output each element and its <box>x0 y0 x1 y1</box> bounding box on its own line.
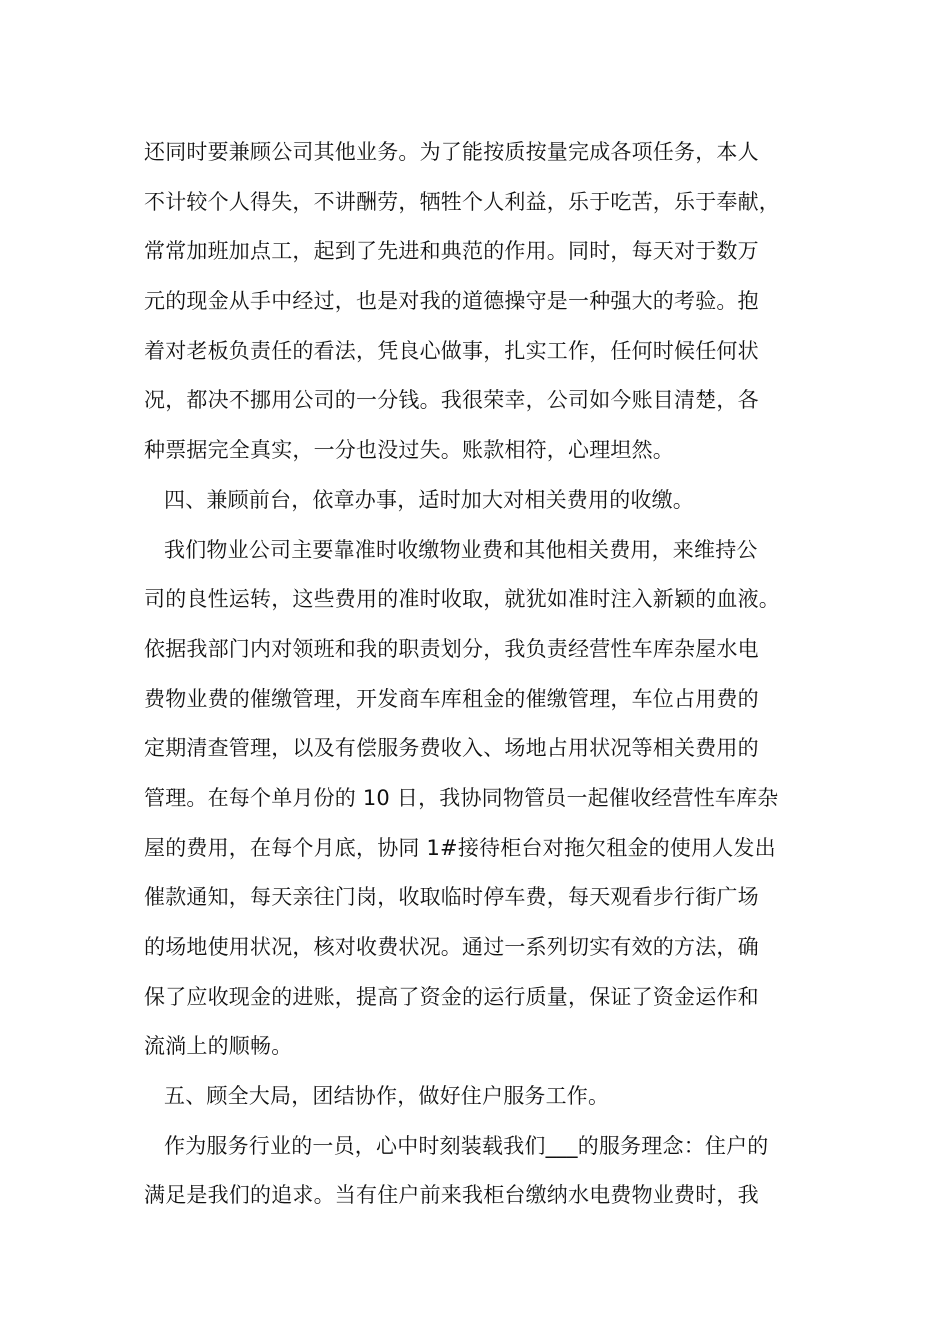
text-line: 况，都决不挪用公司的一分钱。我很荣幸，公司如今账目清楚，各 <box>144 388 759 412</box>
section-heading: 四、兼顾前台，依章办事，适时加大对相关费用的收缴。 <box>164 488 694 512</box>
text-line: 作为服务行业的一员，心中时刻装载我们___的服务理念：住户的 <box>164 1134 769 1158</box>
text-line: 常常加班加点工，起到了先进和典范的作用。同时，每天对于数万 <box>144 239 759 263</box>
text-line: 我们物业公司主要靠准时收缴物业费和其他相关费用，来维持公 <box>164 538 758 562</box>
text-line: 费物业费的催缴管理，开发商车库租金的催缴管理，车位占用费的 <box>144 687 759 711</box>
text-line: 依据我部门内对领班和我的职责划分，我负责经营性车库杂屋水电 <box>144 637 759 661</box>
text-line: 管理。在每个单月份的 10 日，我协同物管员一起催收经营性车库杂 <box>144 786 779 810</box>
text-line: 满足是我们的追求。当有住户前来我柜台缴纳水电费物业费时，我 <box>144 1183 759 1207</box>
text-line: 着对老板负责任的看法，凭良心做事，扎实工作，任何时候任何状 <box>144 339 759 363</box>
text-line: 的场地使用状况，核对收费状况。通过一系列切实有效的方法，确 <box>144 935 759 959</box>
text-line: 种票据完全真实，一分也没过失。账款相符，心理坦然。 <box>144 438 674 462</box>
section-heading: 五、顾全大局，团结协作，做好住户服务工作。 <box>164 1084 610 1108</box>
text-line: 定期清查管理，以及有偿服务费收入、场地占用状况等相关费用的 <box>144 736 759 760</box>
text-line: 司的良性运转，这些费用的准时收取，就犹如准时注入新颖的血液。 <box>144 587 780 611</box>
text-line: 不计较个人得失，不讲酬劳，牺牲个人利益，乐于吃苦，乐于奉献， <box>144 190 780 214</box>
text-line: 屋的费用，在每个月底，协同 1#接待柜台对拖欠租金的使用人发出 <box>144 836 776 860</box>
text-line: 流淌上的顺畅。 <box>144 1034 293 1058</box>
text-line: 元的现金从手中经过，也是对我的道德操守是一种强大的考验。抱 <box>144 289 759 313</box>
text-line: 保了应收现金的进账，提高了资金的运行质量，保证了资金运作和 <box>144 985 759 1009</box>
text-line: 催款通知，每天亲往门岗，收取临时停车费，每天观看步行街广场 <box>144 885 759 909</box>
text-line: 还同时要兼顾公司其他业务。为了能按质按量完成各项任务，本人 <box>144 140 759 164</box>
